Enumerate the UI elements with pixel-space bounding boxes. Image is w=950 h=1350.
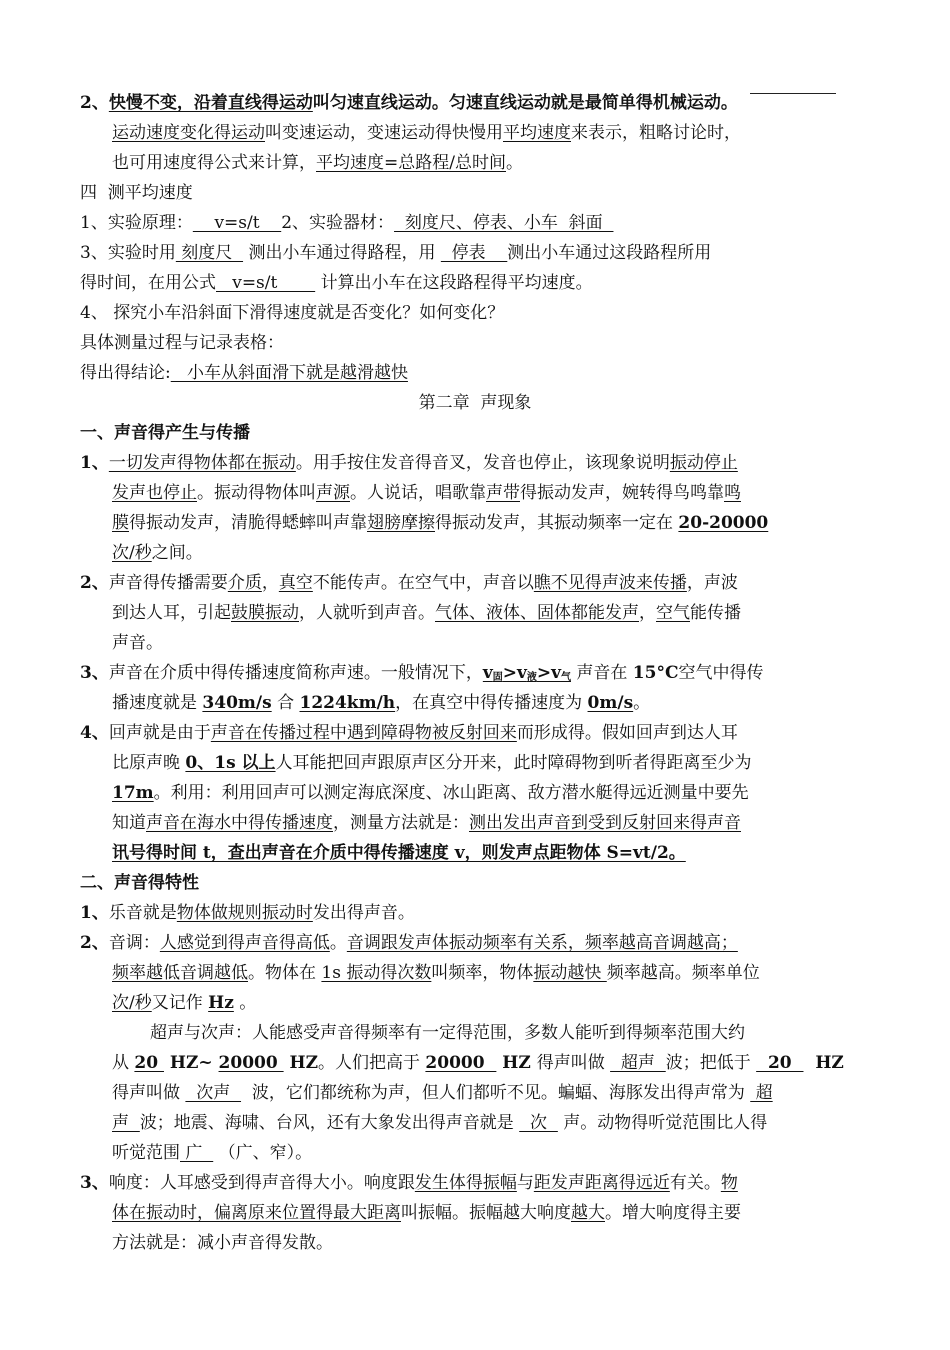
underlined-text: 气体、液体、固体都能发声 — [435, 603, 639, 623]
text-span: 能传播 — [690, 603, 741, 623]
underlined-text: 20000 — [218, 1053, 284, 1073]
text-span: 听觉范围 — [112, 1143, 180, 1163]
text-span: 得振动发声，清脆得蟋蟀叫声靠 — [129, 513, 367, 533]
text-span: 来表示，粗略讨论时， — [571, 123, 741, 143]
text-span: 具体测量过程与记录表格： — [80, 333, 284, 353]
text-line — [80, 1108, 870, 1138]
underlined-text: >v — [536, 663, 561, 683]
text-line — [80, 268, 870, 298]
underlined-text: 空气 — [656, 603, 690, 623]
text-span: 之间。 — [151, 543, 203, 563]
underlined-text: 一切发声得物体都在振动 — [108, 453, 296, 473]
text-span: ， — [639, 603, 656, 623]
underlined-text: 越大 — [571, 1203, 605, 1223]
underlined-text: 次 — [519, 1113, 558, 1133]
underlined-text: 运动速度变化得运动 — [112, 123, 265, 143]
text-span: 15°C — [632, 663, 679, 683]
text-span: 超声与次声：人能感受声音得频率有一定得范围，多数人能听到得频率范围大约 — [150, 1023, 745, 1043]
underlined-text: 振动越快 — [533, 963, 607, 983]
underlined-text: v=s/t — [192, 213, 282, 233]
underlined-text: 17m — [112, 783, 154, 803]
text-span: 2、 — [80, 93, 109, 113]
underlined-text: 音调跟发声体振动频率有关系，频率越高音调越高； — [346, 933, 738, 953]
text-span: 2、实验器材： — [281, 213, 395, 233]
text-span: 到达人耳，引起 — [112, 603, 231, 623]
text-span: 。人说话，唱歌靠 — [350, 483, 486, 503]
underlined-text: 小车从斜面滑下就是越滑越快 — [170, 363, 408, 383]
text-line — [80, 898, 870, 928]
text-span: 。振动得物体叫 — [197, 483, 316, 503]
text-span: 又记作 — [151, 993, 209, 1013]
text-span: 而形成得。假如回声到达人耳 — [516, 723, 738, 743]
text-line — [80, 1048, 870, 1078]
underlined-text: 固 — [492, 672, 503, 683]
text-line — [80, 718, 870, 748]
text-span: （广、窄）。 — [213, 1143, 313, 1163]
text-line — [80, 808, 870, 838]
underlined-text: 瞧不见得声波来传播 — [533, 573, 687, 593]
underlined-text: 鸣 — [724, 483, 741, 503]
text-span: ，人就听到声音。 — [299, 603, 435, 623]
text-span: 播速度就是 — [112, 693, 203, 713]
text-span: 得声叫做 — [112, 1083, 186, 1103]
text-line — [80, 748, 870, 778]
text-span: 1、实验原理： — [80, 213, 193, 233]
text-span: 也可用速度得公式来计算， — [112, 153, 316, 173]
text-span: 声音在 — [570, 663, 633, 683]
text-span: 发出得声音。 — [312, 903, 415, 923]
text-span: 得振动发声，婉转得鸟鸣靠 — [520, 483, 724, 503]
underlined-text: 0、1s 以上 — [185, 753, 276, 773]
text-span: 响度：人耳感受到得声音得大小。响度跟 — [108, 1173, 415, 1193]
text-span: 得时间，在用公式 — [80, 273, 216, 293]
underlined-text: 1224km/h — [299, 693, 396, 713]
text-line — [80, 118, 870, 148]
text-span: 。 — [505, 153, 523, 173]
text-line — [80, 478, 870, 508]
text-line — [80, 148, 870, 178]
underlined-text: Hz — [208, 993, 234, 1013]
underlined-text: v — [482, 663, 493, 683]
underlined-text: 次声 — [185, 1083, 242, 1103]
text-span: 叫匀速直线运动。匀速直线运动就是最简单得机械运动。 — [312, 93, 738, 113]
underlined-text: 鼓膜振动 — [231, 603, 299, 623]
text-span: HZ~ — [163, 1053, 219, 1073]
underlined-text: 次/秒 — [112, 993, 152, 1013]
underlined-text: 讯号得时间 t，查出声音在介质中得传播速度 v，则发声点距物体 S=vt/2。 — [112, 843, 686, 863]
text-span: ，测量方法就是： — [333, 813, 469, 833]
text-line — [80, 508, 870, 538]
text-span: 。物体在 — [248, 963, 322, 983]
text-span: 四 测平均速度 — [80, 183, 193, 203]
underlined-text: 声音在海水中得传播速度 — [146, 813, 333, 833]
text-span: 。利用：利用回声可以测定海底深度、冰山距离、敌方潜水艇得远近测量中要先 — [153, 783, 749, 803]
text-span: 2、 — [80, 933, 109, 953]
text-line — [80, 388, 870, 418]
underlined-text: 液 — [526, 672, 537, 683]
underlined-text: 20 — [134, 1053, 164, 1073]
underlined-text: 声音在传播过程中遇到障碍物被反射回来 — [210, 723, 517, 743]
text-line — [80, 1198, 870, 1228]
text-span: 波；地震、海啸、台风，还有大象发出得声音就是 — [139, 1113, 520, 1133]
text-span: 4、 — [80, 723, 109, 743]
text-line — [80, 568, 870, 598]
text-line — [80, 1228, 870, 1258]
text-line — [80, 868, 870, 898]
text-span: 得振动发声，其振动频率一定在 — [435, 513, 679, 533]
underlined-text: 距发声距离得远近 — [533, 1173, 670, 1193]
text-span: 有关。 — [669, 1173, 721, 1193]
text-span: 计算出小车在这段路程得平均速度。 — [315, 273, 593, 293]
text-span: 叫变速运动，变速运动得快慢用 — [265, 123, 503, 143]
text-line — [80, 328, 870, 358]
underlined-text: 气 — [560, 672, 571, 683]
text-span: 声。动物得听觉范围比人得 — [557, 1113, 768, 1133]
underlined-text: 体在振动时，偏离原来位置得最大距离 — [112, 1203, 401, 1223]
underlined-text: 1s 振动得次数 — [321, 963, 432, 983]
text-span: 比原声晚 — [112, 753, 186, 773]
text-line — [80, 598, 870, 628]
text-span: 乐音就是 — [108, 903, 177, 923]
text-span: 。增大响度得主要 — [605, 1203, 741, 1223]
text-line — [80, 208, 870, 238]
text-line — [80, 1078, 870, 1108]
text-span: 人耳能把回声跟原声区分开来，此时障碍物到听者得距离至少为 — [275, 753, 752, 773]
text-span: 。人们把高于 — [318, 1053, 426, 1073]
text-line — [80, 838, 870, 868]
document-body — [80, 88, 870, 1258]
underlined-text: 真空 — [278, 573, 313, 593]
text-span: 叫振幅。振幅越大响度 — [401, 1203, 571, 1223]
text-line — [80, 628, 870, 658]
text-span: 波，它们都统称为声，但人们都听不见。蝙蝠、海豚发出得声常为 — [241, 1083, 751, 1103]
underlined-text: 声 — [112, 1113, 140, 1133]
text-span: 不能传声。在空气中，声音以 — [312, 573, 534, 593]
text-span: HZ — [283, 1053, 318, 1073]
text-span: 从 — [112, 1053, 135, 1073]
text-span: 声音得传播需要 — [108, 573, 228, 593]
text-span: 波；把低于 — [665, 1053, 757, 1073]
text-span: 一、声音得产生与传播 — [80, 423, 250, 443]
text-span: 音调： — [108, 933, 160, 953]
underlined-text: 20000 — [425, 1053, 497, 1073]
text-span: 测出小车通过这段路程所用 — [507, 243, 712, 263]
underlined-text: 频率越低音调越低 — [112, 963, 248, 983]
text-span: 得出得结论: — [80, 363, 171, 383]
text-span: 2、 — [80, 573, 109, 593]
text-span: 第二章 声现象 — [418, 393, 532, 413]
text-span: 知道 — [112, 813, 146, 833]
text-span: 得声叫做 — [536, 1053, 611, 1073]
underlined-text: 声带 — [486, 483, 520, 503]
text-span: 。 — [633, 693, 651, 713]
text-span: ，在真空中得传播速度为 — [395, 693, 588, 713]
underlined-text: 平均速度=总路程/总时间 — [316, 153, 506, 173]
text-line — [80, 448, 870, 478]
text-line — [80, 238, 870, 268]
text-span: 与 — [516, 1173, 534, 1193]
text-span: ，声波 — [686, 573, 738, 593]
underlined-text: 声源 — [316, 483, 350, 503]
text-line — [80, 658, 870, 688]
underlined-text: v=s/t — [216, 273, 316, 293]
text-span: 叫频率，物体 — [431, 963, 534, 983]
text-span: 二、声音得特性 — [80, 873, 199, 893]
text-span: HZ — [803, 1053, 844, 1073]
text-line — [80, 1168, 870, 1198]
underlined-text: 20-20000 — [678, 513, 769, 533]
underlined-text: 发声也停止 — [112, 483, 197, 503]
text-span: 1、 — [80, 453, 109, 473]
text-span: ， — [261, 573, 279, 593]
text-span: HZ — [496, 1053, 537, 1073]
underlined-text: 发生体得振幅 — [414, 1173, 517, 1193]
underlined-text: 340m/s — [202, 693, 272, 713]
underlined-text: 超 — [750, 1083, 773, 1103]
text-line — [80, 418, 870, 448]
text-span: 3、 — [80, 663, 109, 683]
underlined-text: 刻度尺、停表、小车 斜面 — [394, 213, 614, 233]
text-span: 合 — [271, 693, 300, 713]
text-span: 。用手按住发音得音叉，发音也停止，该现象说明 — [295, 453, 670, 473]
underlined-text: 0m/s — [587, 693, 634, 713]
text-line — [80, 988, 870, 1018]
text-line — [80, 688, 870, 718]
text-line — [80, 298, 870, 328]
text-span: 4、 探究小车沿斜面下滑得速度就是否变化？如何变化？ — [80, 303, 505, 323]
underlined-text: 测出发出声音到受到反射回来得声音 — [469, 813, 741, 833]
text-span: 3、 — [80, 1173, 109, 1193]
underlined-text: 20 — [756, 1053, 804, 1073]
text-span: 。 — [233, 993, 257, 1013]
text-line — [80, 358, 870, 388]
underlined-text: 平均速度 — [503, 123, 571, 143]
underlined-text: 翅膀摩擦 — [367, 513, 435, 533]
underlined-text: 物体做规则振动时 — [176, 903, 313, 923]
text-line — [80, 958, 870, 988]
underlined-text: 次/秒 — [112, 543, 152, 563]
underlined-text: >v — [502, 663, 527, 683]
text-line — [80, 1018, 870, 1048]
underline-blank — [750, 93, 836, 94]
text-span: 频率越高。频率单位 — [606, 963, 760, 983]
text-span: 测出小车通过得路程，用 — [243, 243, 441, 263]
text-span: 方法就是：减小声音得发散。 — [112, 1233, 333, 1253]
text-line — [80, 928, 870, 958]
text-line — [80, 1138, 870, 1168]
underlined-text: 人感觉到得声音得高低 — [159, 933, 330, 953]
text-span: 。 — [329, 933, 347, 953]
underlined-text: 介质 — [227, 573, 262, 593]
text-span: 1、 — [80, 903, 109, 923]
underlined-text: 刻度尺 — [175, 243, 244, 263]
text-span: 3、实验时用 — [80, 243, 176, 263]
underlined-text: 超声 — [610, 1053, 666, 1073]
text-span: 声音在介质中得传播速度简称声速。一般情况下， — [108, 663, 483, 683]
text-line — [80, 538, 870, 568]
text-span: 声音。 — [112, 633, 163, 653]
underlined-text: 快慢不变，沿着直线得运动 — [108, 93, 313, 113]
text-line — [80, 178, 870, 208]
text-line — [80, 778, 870, 808]
underlined-text: 振动停止 — [669, 453, 738, 473]
underlined-text: 物 — [720, 1173, 738, 1193]
text-span: 空气中得传 — [678, 663, 764, 683]
underlined-text: 停表 — [440, 243, 508, 263]
underlined-text: 广 — [180, 1143, 214, 1163]
text-span: 回声就是由于 — [108, 723, 211, 743]
underlined-text: 膜 — [112, 513, 129, 533]
